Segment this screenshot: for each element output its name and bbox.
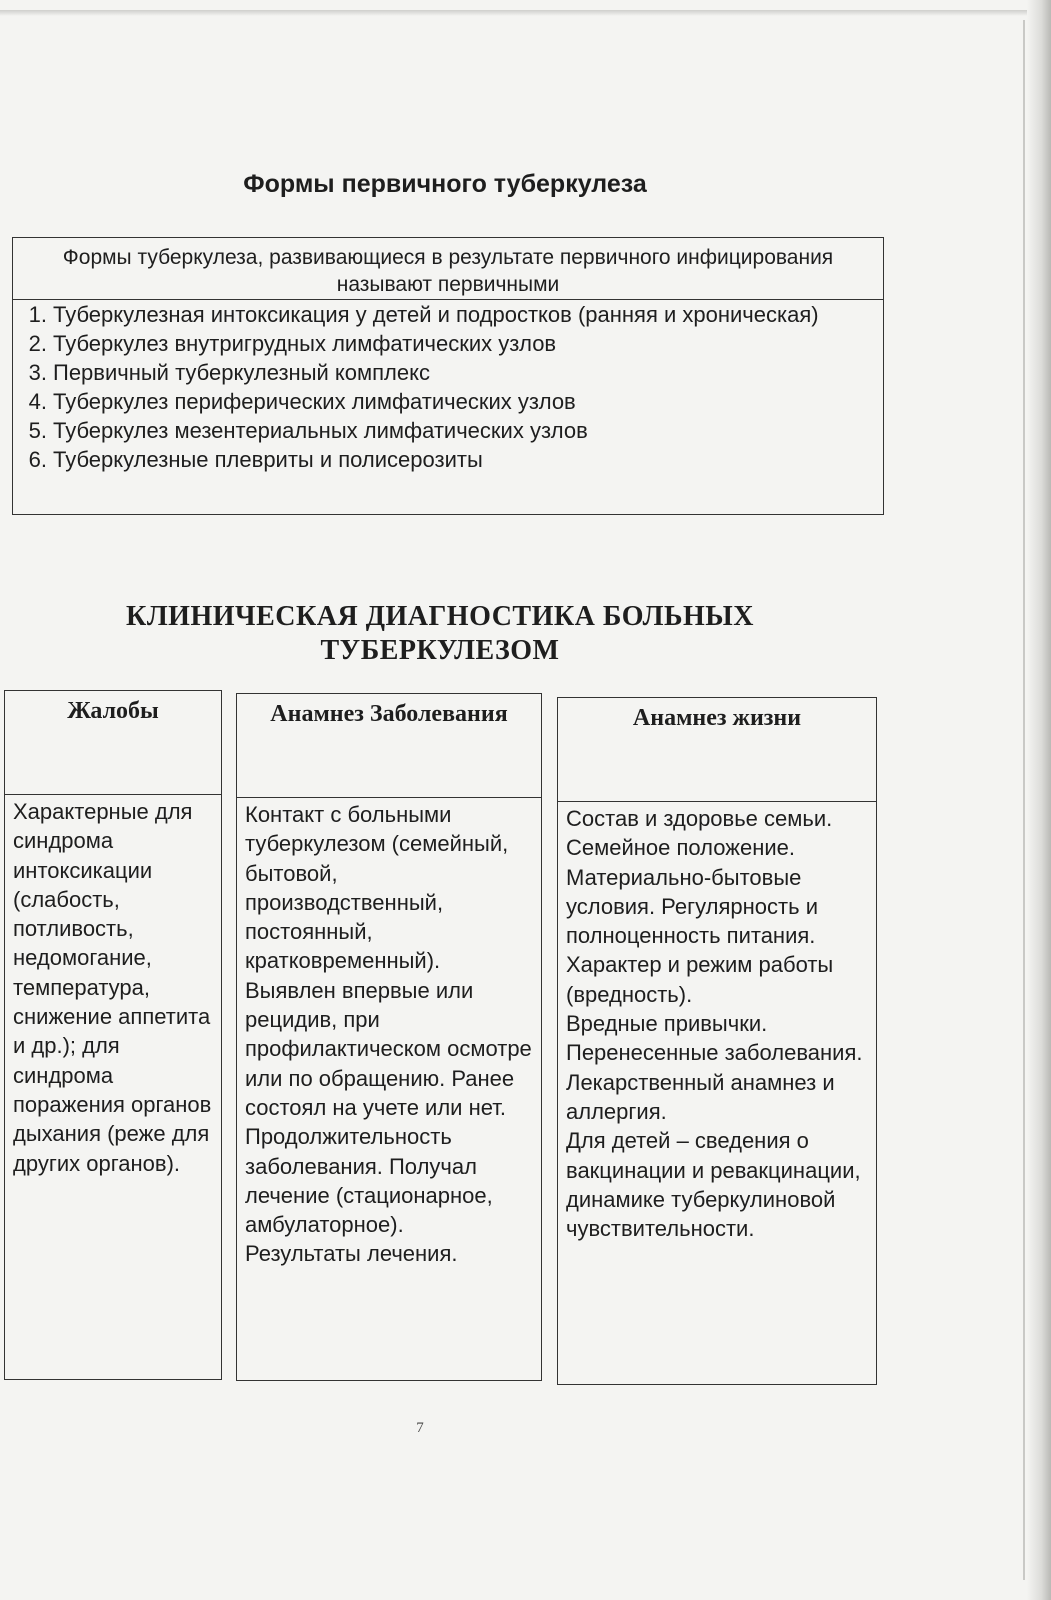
column-paragraph: Продолжительность заболевания. Получал лечение (стационарное, амбулаторное). [245, 1124, 493, 1238]
column-paragraph: Перенесенные заболевания. [566, 1040, 863, 1066]
item-text: Туберкулезные плевриты и полисерозиты [53, 447, 483, 472]
column-paragraph: Лекарственный анамнез и аллергия. [566, 1069, 835, 1124]
disease-history-column [236, 693, 542, 1381]
life-history-column [557, 697, 877, 1385]
item-number: 1. [28, 302, 47, 327]
column-paragraph: Состав и здоровье семьи. [566, 806, 833, 831]
column-body [237, 798, 541, 1269]
column-paragraph: Контакт с больными туберкулезом (семейный, бытовой, производственный, постоянный, кратковременный). [245, 802, 509, 974]
primary-tb-forms-title: Формы первичного туберкулеза [243, 170, 647, 198]
item-number: 2. [28, 331, 47, 356]
title-line-1: КЛИНИЧЕСКАЯ ДИАГНОСТИКА БОЛЬНЫХ [126, 601, 754, 632]
item-number: 3. [28, 360, 47, 385]
title-line-2: ТУБЕРКУЛЕЗОМ [320, 635, 560, 666]
list-item [13, 329, 883, 358]
list-item [13, 387, 883, 416]
column-heading: Анамнез жизни [558, 698, 876, 802]
item-text: Первичный туберкулезный комплекс [53, 360, 430, 385]
item-number: 6. [28, 447, 47, 472]
page-number: 7 [416, 1420, 424, 1436]
forms-list [13, 300, 883, 474]
forms-table-header: Формы туберкулеза, развивающиеся в результате первичного инфицирования называют первичными [13, 238, 883, 300]
list-item [13, 300, 883, 329]
column-paragraph: Выявлен впервые или рецидив, при профилактическом осмотре или по обращению. Ранее состоял на учете или нет. [245, 977, 532, 1120]
column-body [558, 802, 876, 1243]
item-text: Туберкулез внутригрудных лимфатических узлов [53, 331, 557, 356]
complaints-column [4, 690, 222, 1380]
primary-tb-forms-table [12, 237, 884, 515]
column-body [5, 795, 221, 1178]
item-text: Туберкулез периферических лимфатических узлов [53, 389, 576, 414]
list-item [13, 445, 883, 474]
column-paragraph: Семейное положение. [566, 835, 795, 861]
item-number: 5. [28, 418, 47, 443]
column-heading: Анамнез Заболевания [237, 694, 541, 798]
page-top-edge [0, 10, 1051, 16]
list-item [13, 358, 883, 387]
column-paragraph: Материально-бытовые условия. Регулярность и полноценность питания. [566, 864, 818, 949]
column-paragraph: Результаты лечения. [245, 1241, 458, 1267]
page-binding-line [1023, 20, 1025, 1580]
column-paragraph: Характер и режим работы (вредность). [566, 952, 834, 1007]
column-paragraph: Для детей – сведения о вакцинации и ревакцинации, динамике туберкулиновой чувствительности. [566, 1128, 861, 1242]
clinical-diagnostics-title [60, 600, 820, 668]
page-right-edge [1027, 0, 1051, 1600]
item-number: 4. [28, 389, 47, 414]
list-item [13, 416, 883, 445]
item-text: Туберкулезная интоксикация у детей и подростков (ранняя и хроническая) [53, 302, 819, 327]
column-paragraph: Характерные для синдрома интоксикации (слабость, потливость, недомогание, температура, снижение аппетита и др.); для синдрома поражения органов дыхания (реже для других органов). [13, 799, 212, 1176]
column-heading: Жалобы [5, 691, 221, 795]
item-text: Туберкулез мезентериальных лимфатических узлов [53, 418, 588, 443]
column-paragraph: Вредные привычки. [566, 1011, 768, 1037]
